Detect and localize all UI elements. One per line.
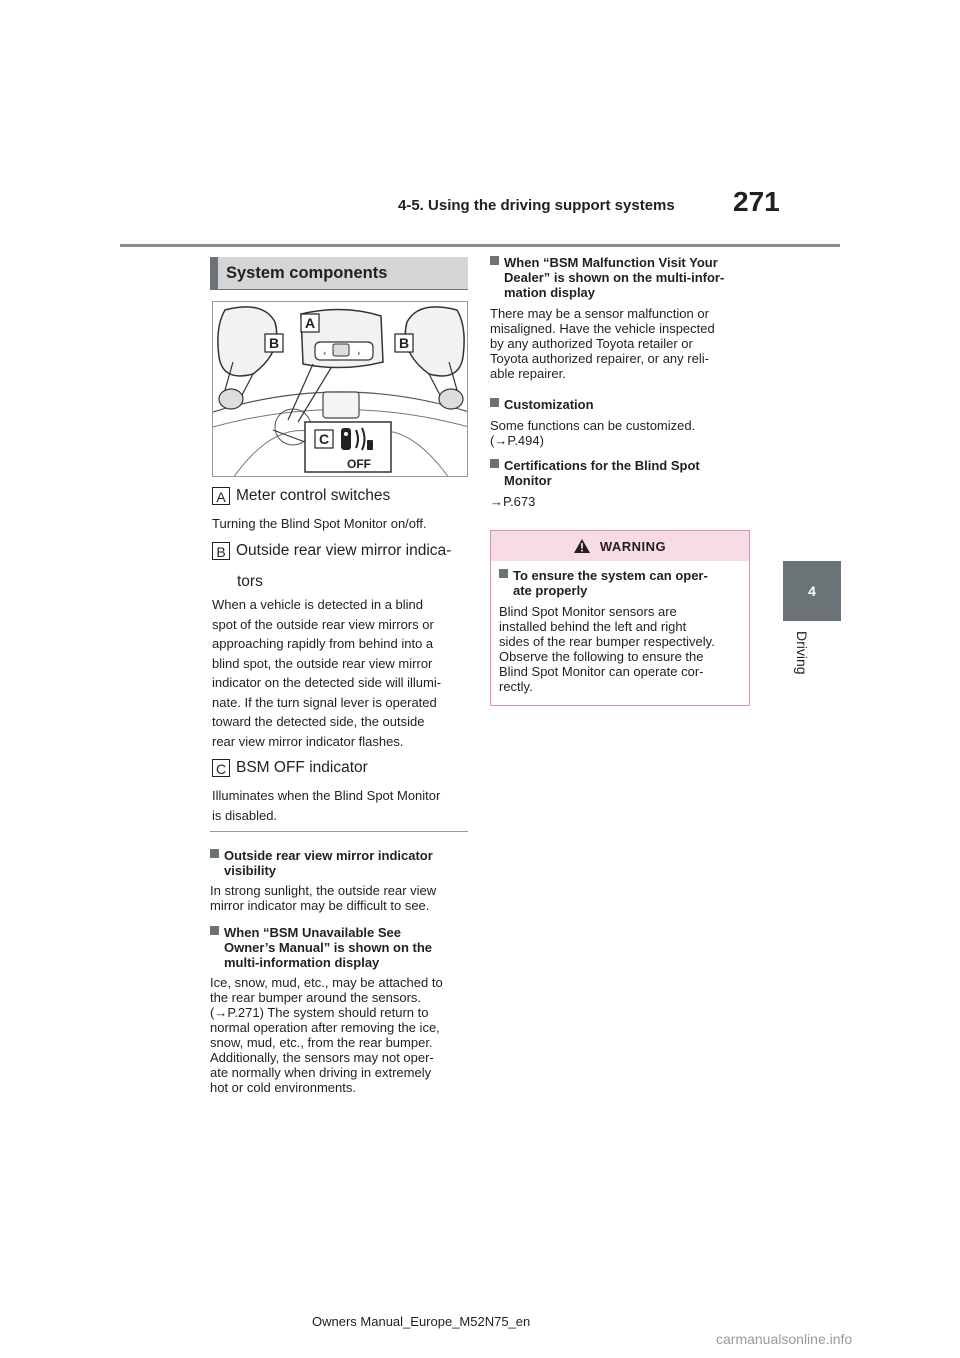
- bullet-square-icon: [490, 459, 499, 468]
- item-c-title: BSM OFF indicator: [236, 759, 368, 777]
- item-b-title-line1: Outside rear view mirror indica-: [236, 542, 452, 560]
- note-title-cont: Owner’s Manual” is shown on the: [224, 940, 433, 955]
- callout-b-left: [265, 334, 283, 352]
- item-c: [212, 759, 368, 777]
- note-title: Certifications for the Blind Spot: [490, 458, 752, 473]
- warning-header: [491, 531, 749, 561]
- note-bsm-malfunction: [490, 255, 752, 381]
- item-a-description: Turning the Blind Spot Monitor on/off.: [212, 516, 427, 531]
- page-number: 271: [733, 186, 780, 217]
- page-reference: →P.673: [490, 494, 536, 509]
- warning-heading: WARNING: [599, 538, 667, 554]
- item-a: [212, 487, 390, 505]
- item-b-description: [212, 595, 472, 751]
- note-certifications: [490, 458, 752, 509]
- item-c-letter: C: [212, 759, 230, 777]
- warning-content: [491, 561, 749, 694]
- note-body: Ice, snow, mud, etc., may be attached to the rear bumper around the sensors. (→P.271) The system should return to normal operation after removing the ice, snow, mud, etc., from the rear bumper. Additionally, the sensors may not oper- ate normally when driving in extremely hot or cold environments.: [210, 975, 443, 1095]
- footer-text: Owners Manual_Europe_M52N75_en: [312, 1314, 531, 1329]
- note-title: Outside rear view mirror indicator: [210, 848, 472, 863]
- callout-c-text: C: [319, 431, 330, 447]
- note-title-cont: mation display: [504, 285, 596, 300]
- item-b-desc-line: rear view mirror indicator flashes.: [212, 733, 404, 749]
- header-divider: [120, 244, 840, 247]
- item-c-desc-line: is disabled.: [212, 807, 278, 823]
- off-indicator-text: OFF: [347, 457, 371, 471]
- system-components-figure: [212, 301, 468, 477]
- note-customization: [490, 397, 752, 448]
- item-b-desc-line: nate. If the turn signal lever is operated: [212, 694, 437, 710]
- chapter-tab: [783, 561, 841, 621]
- callout-b-right-text: B: [399, 335, 410, 351]
- note-title-cont: Monitor: [504, 473, 552, 488]
- note-title-cont: Dealer” is shown on the multi-infor-: [504, 270, 725, 285]
- callout-b-left-text: B: [269, 335, 280, 351]
- item-b-desc-line: blind spot, the outside rear view mirror: [212, 655, 433, 671]
- note-title: When “BSM Unavailable See: [210, 925, 472, 940]
- bullet-square-icon: [490, 398, 499, 407]
- callout-a-text: A: [305, 315, 316, 331]
- watermark: carmanualsonline.info: [716, 1331, 853, 1347]
- svg-text:›: ›: [357, 349, 361, 359]
- item-a-title: Meter control switches: [236, 487, 391, 505]
- item-b-desc-line: indicator on the detected side will illumi-: [212, 675, 442, 690]
- warning-triangle-icon: [574, 539, 590, 553]
- item-b-desc-line: spot of the outside rear view mirrors or: [212, 616, 434, 632]
- callout-c: [315, 430, 333, 448]
- item-c-desc-line: Illuminates when the Blind Spot Monitor: [212, 788, 441, 803]
- note-mirror-visibility: [210, 848, 472, 913]
- item-b-desc-line: approaching rapidly from behind into a: [212, 636, 434, 651]
- bullet-square-icon: [490, 256, 499, 265]
- item-c-description: [212, 786, 440, 825]
- center-display: [323, 392, 359, 418]
- notes-divider: [210, 831, 468, 832]
- dashboard-illustration: [213, 302, 468, 477]
- warning-title: To ensure the system can oper-: [499, 568, 741, 583]
- heading-underline: [210, 289, 468, 290]
- item-b-letter: B: [212, 542, 230, 560]
- note-body: In strong sunlight, the outside rear view mirror indicator may be difficult to see.: [210, 883, 437, 913]
- bullet-square-icon: [210, 926, 219, 935]
- callout-b-right: [395, 334, 413, 352]
- note-bsm-unavailable: [210, 925, 472, 1095]
- item-b: [212, 542, 451, 560]
- chapter-number: 4: [808, 583, 816, 599]
- warning-title-cont: ate properly: [513, 583, 588, 598]
- warning-body: Blind Spot Monitor sensors are installed behind the left and right sides of the rear bumper respectively. Observe the following to ensure the Blind Spot Monitor can operate cor- rectly.: [499, 604, 715, 694]
- note-title: Customization: [490, 397, 752, 412]
- note-title: When “BSM Malfunction Visit Your: [490, 255, 752, 270]
- note-title-cont: visibility: [224, 863, 277, 878]
- note-body: There may be a sensor malfunction or misaligned. Have the vehicle inspected by any authorized Toyota retailer or Toyota authorized repairer, or any reli- able repairer.: [490, 306, 715, 381]
- item-a-letter: A: [212, 487, 230, 505]
- bullet-square-icon: [499, 569, 508, 578]
- item-b-desc-line: When a vehicle is detected in a blind: [212, 597, 424, 612]
- svg-text:‹: ‹: [323, 349, 327, 359]
- item-b-title-line2: tors: [237, 573, 263, 590]
- note-body: Some functions can be customized. (→P.494): [490, 418, 696, 448]
- chapter-title: Driving: [794, 631, 810, 675]
- item-b-desc-line: toward the detected side, the outside: [212, 714, 425, 729]
- warning-box: [490, 530, 750, 706]
- system-components-heading: System components: [210, 257, 468, 289]
- bullet-square-icon: [210, 849, 219, 858]
- callout-a: [301, 314, 319, 332]
- section-title: 4-5. Using the driving support systems: [398, 197, 675, 214]
- note-title-cont: multi-information display: [224, 955, 380, 970]
